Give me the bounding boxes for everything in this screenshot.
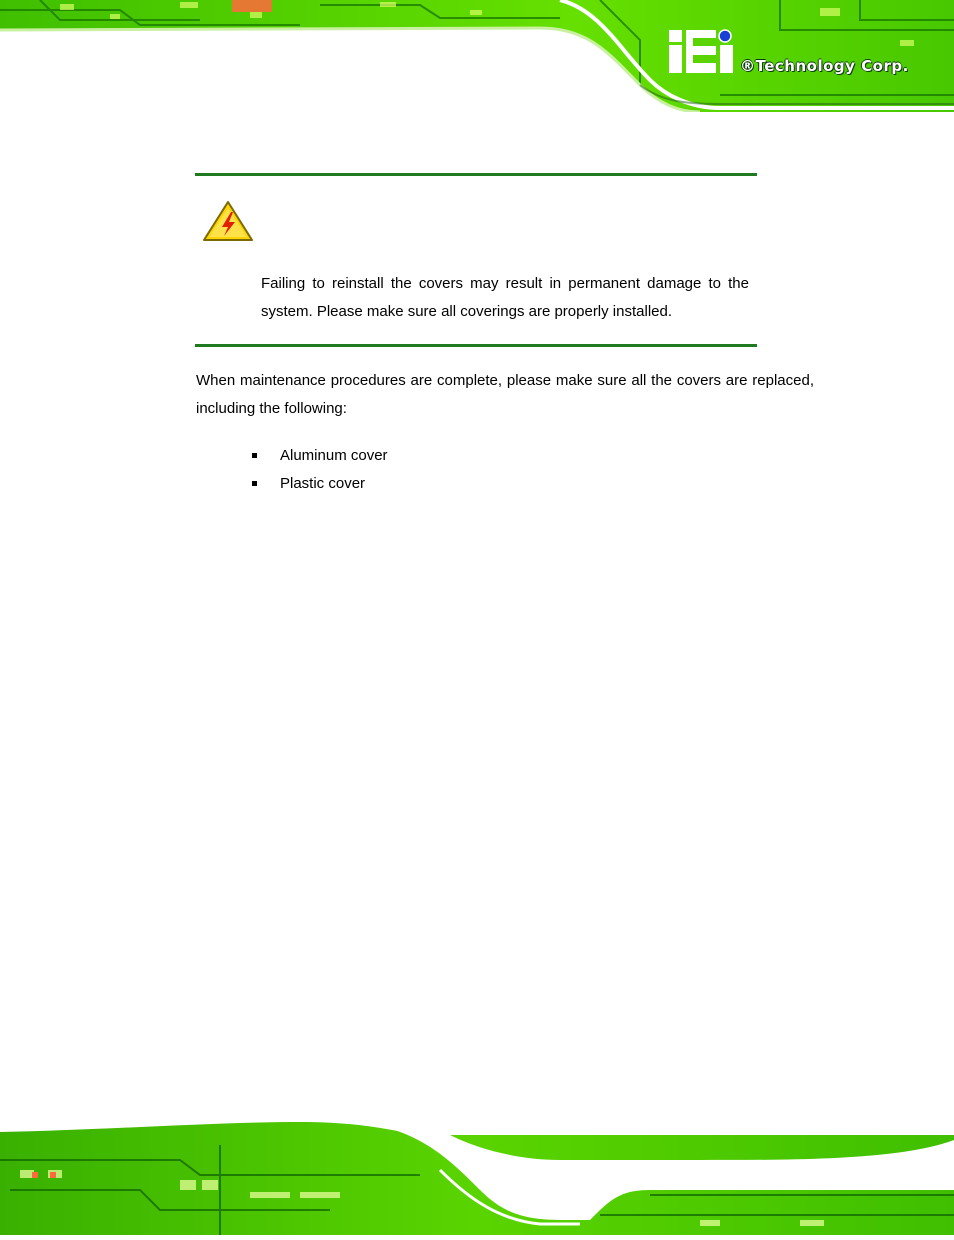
intro-text: When maintenance procedures are complete, please make sure all the covers are replaced, including the following: (196, 372, 814, 417)
circuit-board-header-graphic (0, 0, 954, 112)
warning-message: Failing to reinstall the covers may result in permanent damage to the system. Please make sure all coverings are properly installed. (261, 275, 749, 320)
square-bullet-icon (252, 453, 257, 458)
circuit-board-footer-graphic (0, 1120, 954, 1235)
covers-list (252, 442, 388, 498)
list-item (252, 470, 388, 498)
warning-text (261, 270, 749, 326)
warning-triangle-icon (202, 200, 254, 242)
header-banner (0, 0, 954, 112)
footer-banner (0, 1120, 954, 1235)
intro-paragraph (196, 367, 814, 423)
warning-bottom-rule (195, 344, 757, 347)
logo-text: ®Technology Corp. (740, 57, 909, 75)
list-item-label: Plastic cover (280, 475, 366, 492)
iei-logo (668, 30, 734, 74)
list-item-label: Aluminum cover (280, 447, 388, 464)
square-bullet-icon (252, 481, 257, 486)
warning-top-rule (195, 173, 757, 176)
list-item (252, 442, 388, 470)
